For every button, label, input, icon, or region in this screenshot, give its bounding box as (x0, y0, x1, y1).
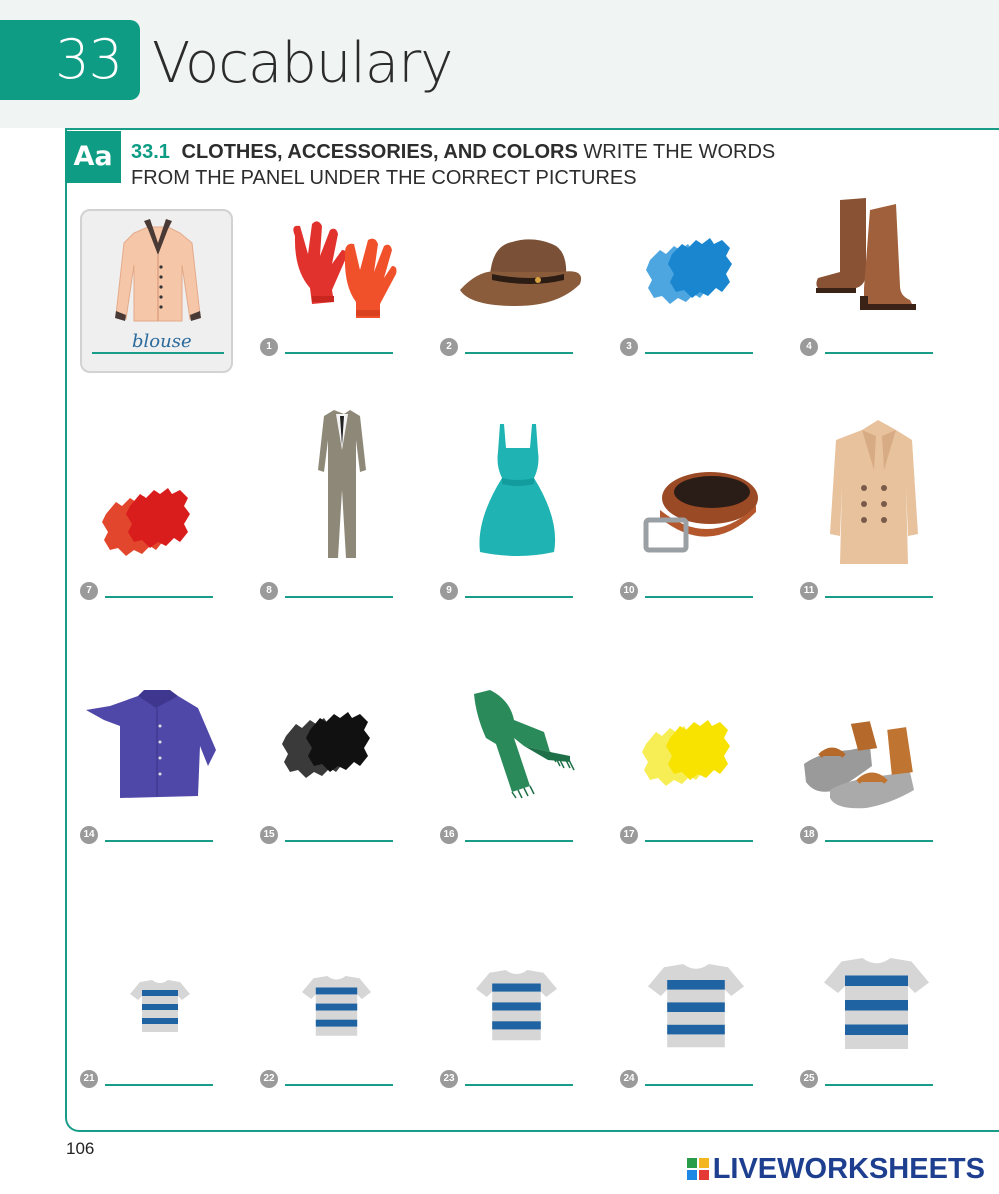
boots-icon (800, 196, 980, 356)
item-1 (260, 206, 440, 386)
item-24 (620, 930, 800, 1110)
item-23 (440, 930, 620, 1110)
tshirt-small-icon (260, 930, 440, 1080)
tshirt-medium-icon (440, 930, 620, 1080)
number-badge: 15 (260, 826, 278, 844)
answer-line[interactable] (645, 840, 753, 842)
number-badge: 3 (620, 338, 638, 356)
header-band (0, 0, 999, 128)
item-15 (260, 686, 440, 866)
answer-line[interactable] (105, 840, 213, 842)
blue-swatch-icon (620, 206, 800, 356)
shirt-icon (80, 686, 260, 836)
dress-icon (440, 420, 620, 570)
number-badge: 25 (800, 1070, 818, 1088)
item-21 (80, 930, 260, 1110)
liveworksheets-brand[interactable] (687, 1152, 985, 1186)
answer-line[interactable] (105, 596, 213, 598)
number-badge: 2 (440, 338, 458, 356)
item-7 (80, 450, 260, 630)
tshirt-large-icon (620, 930, 800, 1080)
number-badge: 24 (620, 1070, 638, 1088)
item-14 (80, 686, 260, 866)
number-badge: 1 (260, 338, 278, 356)
answer-line[interactable] (105, 1084, 213, 1086)
answer-line[interactable] (285, 596, 393, 598)
black-swatch-icon (260, 686, 440, 836)
item-10 (620, 440, 800, 620)
belt-icon (620, 440, 800, 590)
item-4 (800, 196, 980, 376)
answer-line[interactable] (465, 1084, 573, 1086)
yellow-swatch-icon (620, 686, 800, 836)
brand-name: LIVEWORKSHEETS (712, 1152, 985, 1185)
answer-line[interactable] (285, 1084, 393, 1086)
answer-line[interactable] (825, 596, 933, 598)
exercise-instruction: WRITE THE WORDS FROM THE PANEL UNDER THE CORRECT PICTURES (131, 141, 776, 189)
suit-icon (260, 410, 440, 570)
answer-line[interactable] (465, 596, 573, 598)
page-number: 106 (66, 1139, 95, 1158)
item-18 (800, 686, 980, 866)
number-badge: 9 (440, 582, 458, 600)
exercise-number: 33.1 (131, 141, 170, 163)
number-badge: 8 (260, 582, 278, 600)
number-badge: 7 (80, 582, 98, 600)
tshirt-extra-small-icon (80, 930, 260, 1080)
number-badge: 23 (440, 1070, 458, 1088)
exercise-title (131, 139, 831, 191)
answer-line[interactable] (465, 840, 573, 842)
answer-line[interactable] (645, 352, 753, 354)
number-badge: 18 (800, 826, 818, 844)
unit-number-badge: 33 (0, 20, 140, 100)
gloves-icon (260, 206, 440, 356)
red-swatch-icon (80, 450, 260, 600)
number-badge: 11 (800, 582, 818, 600)
answer-line[interactable] (285, 352, 393, 354)
number-badge: 21 (80, 1070, 98, 1088)
answer-line[interactable] (825, 840, 933, 842)
sandals-icon (800, 686, 980, 836)
number-badge: 4 (800, 338, 818, 356)
item-2 (440, 206, 620, 386)
unit-title: Vocabulary (152, 31, 453, 96)
answer-line[interactable] (285, 840, 393, 842)
item-8 (260, 410, 440, 596)
coat-icon (800, 416, 980, 576)
answer-line[interactable] (645, 1084, 753, 1086)
example-answer-line (92, 352, 224, 354)
item-3 (620, 206, 800, 386)
number-badge: 14 (80, 826, 98, 844)
answer-line[interactable] (465, 352, 573, 354)
exercise-heading: CLOTHES, ACCESSORIES, AND COLORS (181, 141, 578, 163)
item-16 (440, 686, 620, 866)
item-22 (260, 930, 440, 1110)
hat-icon (440, 206, 620, 356)
vocabulary-icon: Aa (65, 131, 121, 183)
blouse-icon (104, 215, 210, 327)
example-card (80, 209, 233, 373)
item-17 (620, 686, 800, 866)
answer-line[interactable] (645, 596, 753, 598)
number-badge: 22 (260, 1070, 278, 1088)
number-badge: 16 (440, 826, 458, 844)
answer-line[interactable] (825, 352, 933, 354)
answer-line[interactable] (825, 1084, 933, 1086)
number-badge: 10 (620, 582, 638, 600)
example-answer: blouse (132, 331, 192, 352)
item-11 (800, 416, 980, 596)
liveworksheets-logo-icon (687, 1158, 709, 1180)
item-9 (440, 420, 620, 600)
item-25 (800, 930, 980, 1110)
scarf-icon (440, 686, 620, 836)
number-badge: 17 (620, 826, 638, 844)
tshirt-extra-large-icon (800, 930, 980, 1080)
